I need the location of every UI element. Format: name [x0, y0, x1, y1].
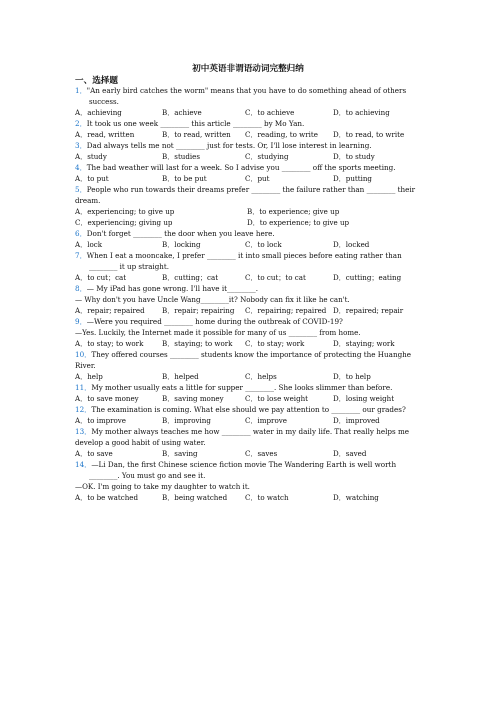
option-c[interactable]: C．experiencing; giving up [75, 218, 173, 227]
question-12 [75, 405, 420, 416]
option-a[interactable]: A．achieving [75, 108, 122, 117]
option-d[interactable]: D．putting [333, 174, 372, 183]
question-text: People who run towards their dreams prefer ________ the failure rather than ________ their [86, 185, 416, 194]
option-b[interactable]: B．to be put [162, 174, 207, 183]
question-8 [75, 284, 420, 295]
question-1 [75, 86, 420, 97]
option-b[interactable]: B．locking [162, 240, 201, 249]
question-text: It took us one week ________ this article ________ by Mo Yan. [86, 119, 305, 128]
question-9 [75, 317, 420, 328]
option-b[interactable]: B．to read, written [162, 130, 231, 139]
option-b[interactable]: B．cutting；cat [162, 273, 219, 282]
question-11 [75, 383, 420, 394]
option-b[interactable]: B．staying; to work [162, 339, 233, 348]
option-b[interactable]: B．saving money [162, 394, 224, 403]
option-a[interactable]: A．lock [75, 240, 103, 249]
question-number: 3． [75, 141, 87, 150]
option-d[interactable]: D．locked [333, 240, 370, 249]
option-d[interactable]: D．saved [333, 449, 367, 458]
question-continuation: develop a good habit of using water. [75, 438, 206, 447]
question-continuation: River. [75, 361, 96, 370]
option-a[interactable]: A．help [75, 372, 103, 381]
option-d[interactable]: D．to experience; to give up [247, 218, 350, 227]
question-continuation: ________. You must go and see it. [89, 471, 206, 480]
option-c[interactable]: C．saves [245, 449, 278, 458]
option-b[interactable]: B．repair; repairing [162, 306, 235, 315]
option-a[interactable]: A．to cut；cat [75, 273, 127, 282]
question-number: 6． [75, 229, 87, 238]
question-text: When I eat a mooncake, I prefer ________ it into small pieces before eating rather than [86, 251, 402, 260]
question-text: — My iPad has gone wrong. I'll have it________. [86, 284, 259, 293]
option-d[interactable]: D．to help [333, 372, 371, 381]
option-d[interactable]: D．to read, to write [333, 130, 405, 139]
option-c[interactable]: C．to watch [245, 493, 289, 502]
question-text: Dad always tells me not ________ just for tests. Or, I'll lose interest in learning. [86, 141, 372, 150]
question-6 [75, 229, 420, 240]
option-a[interactable]: A．repair; repaired [75, 306, 145, 315]
question-continuation: ________ it up straight. [89, 262, 169, 271]
option-d[interactable]: D．cutting；eating [333, 273, 402, 282]
question-text: My mother always teaches me how ________ water in my daily life. That really helps me [91, 427, 410, 436]
option-a[interactable]: A．to put [75, 174, 109, 183]
option-c[interactable]: C．to lose weight [245, 394, 309, 403]
option-d[interactable]: D．improved [333, 416, 380, 425]
option-a[interactable]: A．to save [75, 449, 113, 458]
question-text: The examination is coming. What else should we pay attention to ________ our grades? [91, 405, 406, 414]
question-7 [75, 251, 420, 262]
question-text: —Li Dan, the first Chinese science fiction movie The Wandering Earth is well worth [91, 460, 397, 469]
option-a[interactable]: A．to be watched [75, 493, 139, 502]
question-number: 9． [75, 317, 87, 326]
question-number: 12． [75, 405, 92, 414]
question-3 [75, 141, 420, 152]
option-b[interactable]: B．achieve [162, 108, 202, 117]
question-continuation: dream. [75, 196, 101, 205]
question-2 [75, 119, 420, 130]
question-number: 5． [75, 185, 87, 194]
option-c[interactable]: C．put [245, 174, 270, 183]
option-a[interactable]: A．read, written [75, 130, 135, 139]
option-b[interactable]: B．improving [162, 416, 211, 425]
option-c[interactable]: C．repairing; repaired [245, 306, 327, 315]
option-d[interactable]: D．repaired; repair [333, 306, 404, 315]
question-number: 10． [75, 350, 92, 359]
option-a[interactable]: A．to stay; to work [75, 339, 144, 348]
option-a[interactable]: A．study [75, 152, 107, 161]
document-title: 初中英语非谓语动词完整归纳 [192, 64, 304, 74]
question-continuation: —OK. I'm going to take my daughter to watch it. [75, 482, 250, 491]
question-14 [75, 460, 420, 471]
option-c[interactable]: C．helps [245, 372, 277, 381]
option-b[interactable]: B．saving [162, 449, 198, 458]
option-b[interactable]: B．to experience; give up [247, 207, 340, 216]
option-a[interactable]: A．to improve [75, 416, 126, 425]
question-continuation: success. [89, 97, 119, 106]
question-continuation: —Yes. Luckily, the Internet made it possible for many of us ________ from home. [75, 328, 361, 337]
option-d[interactable]: D．losing weight [333, 394, 395, 403]
option-d[interactable]: D．staying; work [333, 339, 395, 348]
option-b[interactable]: B．being watched [162, 493, 228, 502]
question-number: 2． [75, 119, 87, 128]
question-number: 1． [75, 86, 87, 95]
option-c[interactable]: C．improve [245, 416, 287, 425]
question-number: 13． [75, 427, 92, 436]
question-number: 8． [75, 284, 87, 293]
question-5 [75, 185, 420, 196]
question-text: "An early bird catches the worm" means that you have to do something ahead of others [86, 86, 407, 95]
option-a[interactable]: A．to save money [75, 394, 139, 403]
option-c[interactable]: C．to stay; work [245, 339, 305, 348]
option-c[interactable]: C．to cut；to cat [245, 273, 306, 282]
option-b[interactable]: B．studies [162, 152, 201, 161]
question-text: —Were you required ________ home during the outbreak of COVID-19? [86, 317, 343, 326]
question-13 [75, 427, 420, 438]
question-number: 4． [75, 163, 87, 172]
section-heading: 一、选择题 [75, 76, 118, 86]
question-number: 14． [75, 460, 92, 469]
question-continuation: — Why don't you have Uncle Wang________it? Nobody can fix it like he can't. [75, 295, 350, 304]
option-c[interactable]: C．reading, to write [245, 130, 318, 139]
option-d[interactable]: D．watching [333, 493, 379, 502]
option-b[interactable]: B．helped [162, 372, 199, 381]
option-a[interactable]: A．experiencing; to give up [75, 207, 175, 216]
option-d[interactable]: D．to achieving [333, 108, 390, 117]
option-d[interactable]: D．to study [333, 152, 375, 161]
question-text: They offered courses ________ students know the importance of protecting the Huanghe [91, 350, 412, 359]
question-text: The bad weather will last for a week. So I advise you ________ off the sports meeting. [86, 163, 396, 172]
question-4 [75, 163, 420, 174]
question-number: 7． [75, 251, 87, 260]
question-text: My mother usually eats a little for supper ________. She looks slimmer than before. [91, 383, 393, 392]
option-c[interactable]: C．to lock [245, 240, 282, 249]
question-text: Don't forget ________ the door when you leave here. [86, 229, 275, 238]
question-number: 11． [75, 383, 92, 392]
question-10 [75, 350, 420, 361]
option-c[interactable]: C．to achieve [245, 108, 295, 117]
option-c[interactable]: C．studying [245, 152, 289, 161]
